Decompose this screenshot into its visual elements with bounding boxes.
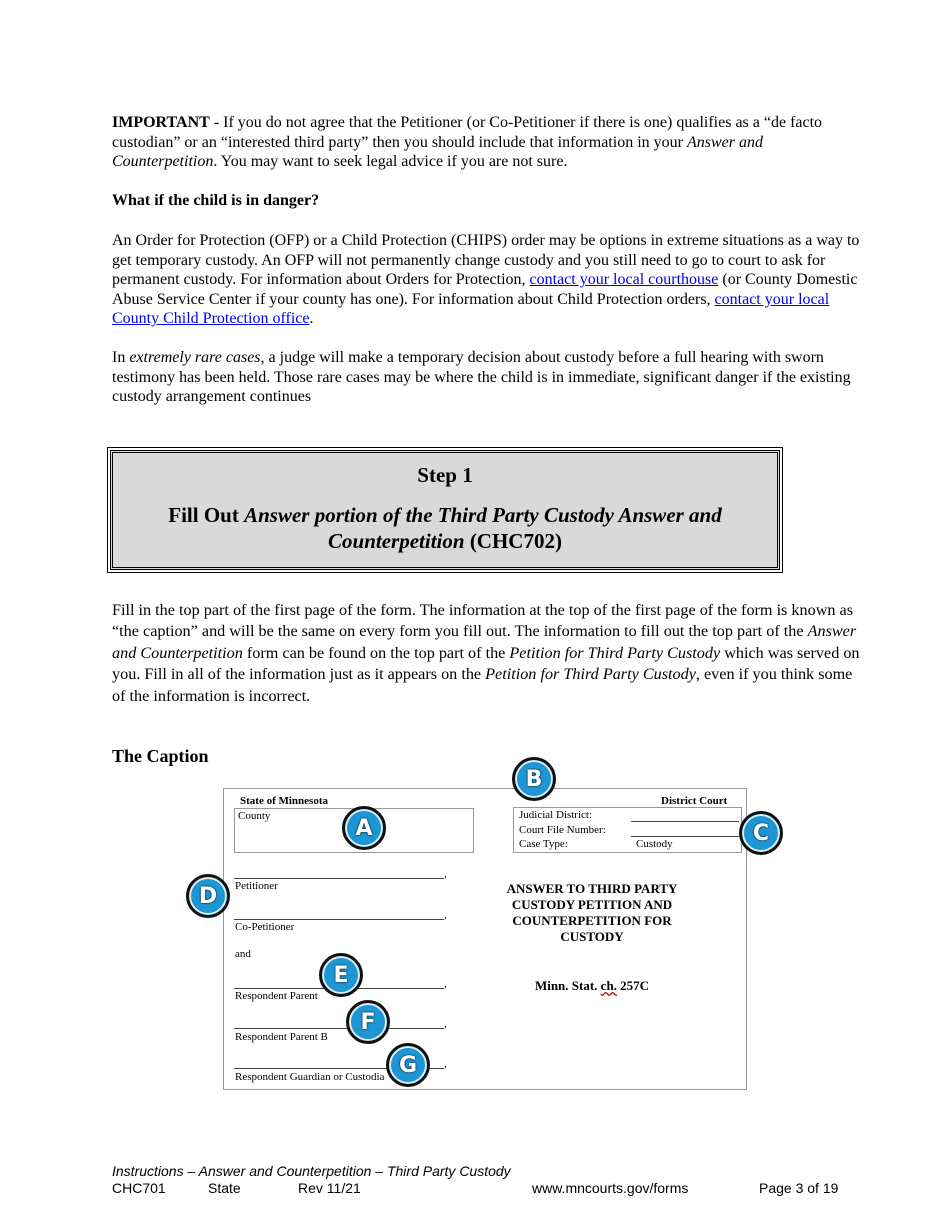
- callout-b-badge: B: [512, 757, 556, 801]
- statute-reference: Minn. Stat. ch. 257C: [534, 978, 650, 993]
- respondent-parent-label: Respondent Parent: [235, 990, 318, 1002]
- footer-revision: Rev 11/21: [298, 1180, 361, 1196]
- district-court-label: District Court: [661, 795, 728, 807]
- step-1-box: [110, 450, 780, 570]
- footer-url: www.mncourts.gov/forms: [532, 1180, 689, 1196]
- court-file-number-label: Court File Number:: [519, 824, 606, 836]
- footer-state: State: [208, 1180, 241, 1196]
- callout-g-badge: G: [386, 1043, 430, 1087]
- respondent-guardian-label: Respondent Guardian or Custodia: [235, 1071, 385, 1083]
- petitioner-label: Petitioner: [235, 880, 278, 892]
- ofp-paragraph: An Order for Protection (OFP) or a Child Protection (CHIPS) order may be options in extreme situations as a way to get temporary custody. An OFP will not permanently change custody and you still need to go to court to ask for permanent custody. For information about Orders for Protection, contact your local courthouse (or County Domestic Abuse Service Center if your county has one). For information about Child Protection orders, contact your local County Child Protection office.: [112, 232, 860, 328]
- caption-heading: The Caption: [112, 746, 209, 766]
- rare-cases-paragraph: In extremely rare cases, a judge will make a temporary decision about custody before a full hearing with sworn testimony has been held. Those rare cases may be where the child is in immediate, significant danger if the existing custody arrangement continues: [112, 349, 851, 406]
- co-petitioner-label: Co-Petitioner: [235, 921, 295, 933]
- case-type-label: Case Type:: [519, 838, 568, 850]
- important-paragraph: IMPORTANT - If you do not agree that the Petitioner (or Co-Petitioner if there is one) qualifies as a “de facto custodian” or an “interested third party” then you should include that information in your Answer and Counterpetition. You may want to seek legal advice if you are not sure.: [112, 114, 823, 171]
- respondent-parent-b-label: Respondent Parent B: [235, 1031, 328, 1043]
- respondent-parent-b-line: [234, 1028, 444, 1029]
- callout-e-badge: E: [319, 953, 363, 997]
- county-label: County: [238, 810, 271, 822]
- petitioner-line: [234, 878, 444, 879]
- court-file-number-line: [631, 836, 739, 837]
- callout-d-badge: D: [186, 874, 230, 918]
- judicial-district-label: Judicial District:: [519, 809, 593, 821]
- co-petitioner-line: [234, 919, 444, 920]
- caption-form-sample: State of Minnesota County District Court Judicial District: Court File Number: Case Type: Custody , Petitioner , Co-Petitioner and , Respondent Parent , Respondent Parent B , Respondent Guardian or Custodia ANSWER TO THIRD PARTY CUSTODY PETITION AND COUNTERPETITION FOR CUSTODY Minn. Stat. ch. 257C: [223, 788, 747, 1090]
- case-type-value: Custody: [636, 838, 673, 850]
- judicial-district-line: [631, 821, 739, 822]
- callout-f-badge: F: [346, 1000, 390, 1044]
- state-label: State of Minnesota: [240, 795, 328, 807]
- fill-paragraph: Fill in the top part of the first page of the form. The information at the top of the first page of the form is known as “the caption” and will be the same on every form you fill out. The information to fill out the top part of the Answer and Counterpetition form can be found on the top part of the Petition for Third Party Custody which was served on you. Fill in all of the information just as it appears on the Petition for Third Party Custody, even if you think some of the information is incorrect.: [112, 601, 860, 705]
- footer-title: Instructions – Answer and Counterpetition – Third Party Custody: [112, 1163, 511, 1179]
- callout-a-badge: A: [342, 806, 386, 850]
- footer-form-code: CHC701: [112, 1180, 166, 1196]
- answer-title: ANSWER TO THIRD PARTY CUSTODY PETITION AND COUNTERPETITION FOR CUSTODY: [506, 881, 678, 944]
- child-protection-link[interactable]: contact your local County Child Protection office: [112, 290, 830, 328]
- danger-heading: What if the child is in danger?: [112, 192, 320, 209]
- callout-c-badge: C: [739, 811, 783, 855]
- step-title: Step 1: [417, 463, 473, 487]
- courthouse-link[interactable]: contact your local courthouse: [529, 271, 719, 289]
- footer-page-number: Page 3 of 19: [759, 1180, 839, 1196]
- important-label: IMPORTANT: [112, 114, 210, 131]
- and-label: and: [235, 948, 251, 960]
- step-subtitle: Fill Out Answer portion of the Third Party Custody Answer and Counterpetition (CHC702): [168, 503, 722, 553]
